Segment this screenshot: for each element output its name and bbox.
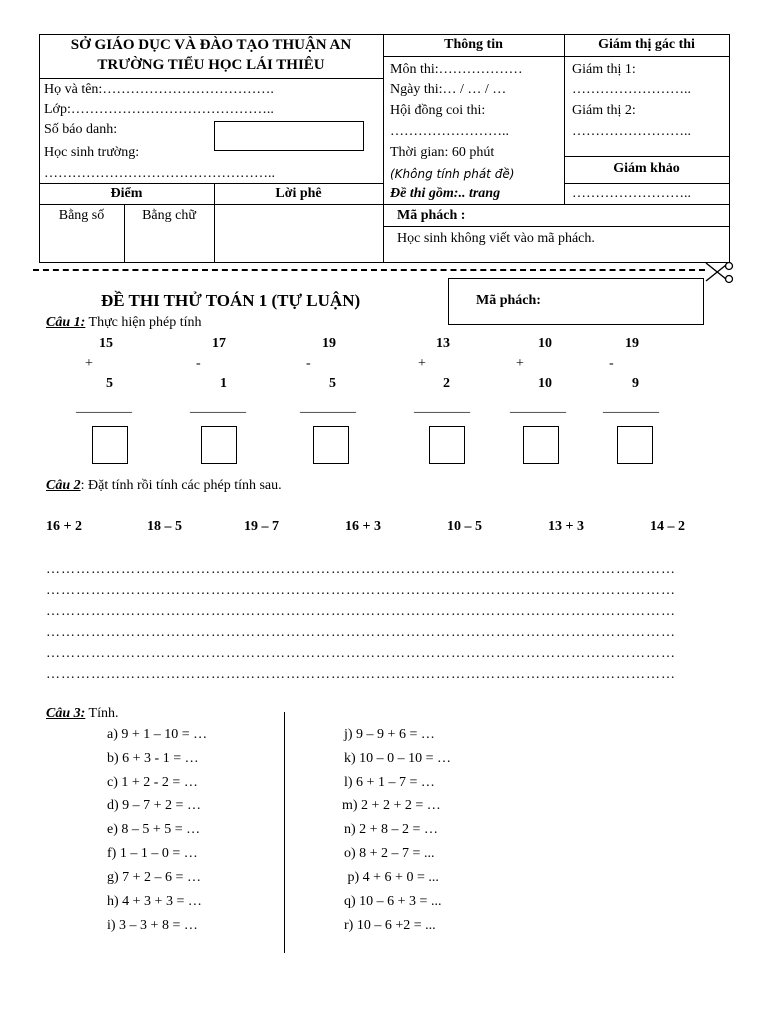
q3-expression: o) 8 + 2 – 7 = ... bbox=[344, 846, 435, 861]
scissors-icon bbox=[704, 259, 734, 287]
dotted-answer-line[interactable]: ……………………………………………………………………………………………………………… bbox=[46, 669, 676, 681]
class-field: Lớp:…………………………………….. bbox=[44, 102, 274, 117]
answer-box[interactable] bbox=[201, 426, 237, 464]
dotted-answer-line[interactable]: ……………………………………………………………………………………………………………… bbox=[46, 606, 676, 618]
q2-expression: 14 – 2 bbox=[650, 519, 685, 534]
q3-expression: p) 4 + 6 + 0 = ... bbox=[344, 870, 439, 885]
exam-title: ĐỀ THI THỬ TOÁN 1 (TỰ LUẬN) bbox=[101, 291, 361, 310]
problem-top-number: 19 bbox=[625, 336, 639, 351]
comment-title: Lời phê bbox=[275, 186, 322, 201]
score-in-words-label: Bằng chữ bbox=[142, 208, 196, 223]
q3-expression: d) 9 – 7 + 2 = … bbox=[107, 798, 201, 813]
dotted-answer-line[interactable]: ……………………………………………………………………………………………………………… bbox=[46, 564, 676, 576]
q3-expression: m) 2 + 2 + 2 = … bbox=[342, 798, 441, 813]
answer-box[interactable] bbox=[313, 426, 349, 464]
question-3-label: Câu 3: bbox=[46, 706, 86, 721]
answer-box[interactable] bbox=[523, 426, 559, 464]
exam-date-field: Ngày thi:… / … / … bbox=[390, 82, 507, 97]
proctor-2-dots: …………………….. bbox=[572, 124, 691, 139]
dotted-answer-line[interactable]: ……………………………………………………………………………………………………………… bbox=[46, 627, 676, 639]
problem-underline: ________ bbox=[190, 400, 246, 415]
student-school-dots: ………………………………………….. bbox=[44, 166, 275, 181]
q2-expression: 19 – 7 bbox=[244, 519, 279, 534]
problem-underline: ________ bbox=[300, 400, 356, 415]
q3-expression: f) 1 – 1 – 0 = … bbox=[107, 846, 198, 861]
score-in-numbers-label: Bằng số bbox=[58, 208, 105, 223]
q3-expression: n) 2 + 8 – 2 = … bbox=[344, 822, 438, 837]
department-name: SỞ GIÁO DỤC VÀ ĐÀO TẠO THUẬN AN bbox=[70, 37, 352, 53]
q2-expression: 16 + 2 bbox=[46, 519, 82, 534]
q2-expression: 16 + 3 bbox=[345, 519, 381, 534]
q3-expression: i) 3 – 3 + 8 = … bbox=[107, 918, 198, 933]
secret-code-label: Mã phách : bbox=[397, 208, 466, 223]
question-2-label: Câu 2 bbox=[46, 478, 81, 493]
q3-expression: l) 6 + 1 – 7 = … bbox=[344, 775, 435, 790]
score-title: Điểm bbox=[110, 186, 143, 201]
q3-expression: e) 8 – 5 + 5 = … bbox=[107, 822, 201, 837]
candidate-number-label: Số báo danh: bbox=[44, 122, 118, 137]
problem-underline: ________ bbox=[603, 400, 659, 415]
q3-expression: q) 10 – 6 + 3 = ... bbox=[344, 894, 442, 909]
problem-top-number: 10 bbox=[538, 336, 552, 351]
subject-field: Môn thi:……………… bbox=[390, 62, 523, 77]
code-box bbox=[448, 278, 704, 325]
info-title: Thông tin bbox=[444, 37, 503, 52]
dotted-answer-line[interactable]: ……………………………………………………………………………………………………………… bbox=[46, 585, 676, 597]
student-school-label: Học sinh trường: bbox=[44, 145, 140, 160]
column-divider bbox=[284, 712, 285, 953]
question-1-label: Câu 1: bbox=[46, 315, 86, 330]
answer-box[interactable] bbox=[92, 426, 128, 464]
problem-bottom-number: 9 bbox=[632, 376, 639, 391]
problem-bottom-number: 10 bbox=[538, 376, 552, 391]
q2-expression: 13 + 3 bbox=[548, 519, 584, 534]
problem-top-number: 17 bbox=[212, 336, 226, 351]
proctor-1-label: Giám thị 1: bbox=[572, 62, 636, 77]
problem-underline: ________ bbox=[510, 400, 566, 415]
question-1-heading bbox=[46, 315, 202, 331]
question-3-text: Tính. bbox=[85, 706, 119, 721]
examiner-title: Giám khảo bbox=[613, 161, 680, 176]
exam-council-dots: …………………….. bbox=[390, 124, 509, 139]
q3-expression: b) 6 + 3 - 1 = … bbox=[107, 751, 199, 766]
exam-duration-note: (Không tính phát đề) bbox=[390, 167, 515, 181]
question-2-heading bbox=[46, 478, 282, 494]
q2-expression: 10 – 5 bbox=[447, 519, 482, 534]
problem-bottom-number: 2 bbox=[443, 376, 450, 391]
exam-duration: Thời gian: 60 phút bbox=[390, 145, 495, 160]
student-name-field: Họ và tên:………………………………. bbox=[44, 82, 274, 97]
problem-underline: ________ bbox=[76, 400, 132, 415]
problem-operator: + bbox=[516, 356, 524, 371]
problem-underline: ________ bbox=[414, 400, 470, 415]
question-2-text: : Đặt tính rồi tính các phép tính sau. bbox=[80, 478, 282, 493]
school-name: TRƯỜNG TIỂU HỌC LÁI THIÊU bbox=[97, 57, 325, 73]
secret-code-note: Học sinh không viết vào mã phách. bbox=[397, 231, 595, 246]
proctor-1-dots: …………………….. bbox=[572, 82, 691, 97]
problem-top-number: 13 bbox=[436, 336, 450, 351]
answer-box[interactable] bbox=[617, 426, 653, 464]
problem-operator: - bbox=[306, 356, 311, 371]
problem-operator: + bbox=[418, 356, 426, 371]
q3-expression: c) 1 + 2 - 2 = … bbox=[107, 775, 198, 790]
q3-expression: r) 10 – 6 +2 = ... bbox=[344, 918, 436, 933]
q3-expression: g) 7 + 2 – 6 = … bbox=[107, 870, 201, 885]
problem-operator: - bbox=[196, 356, 201, 371]
question-1-text: Thực hiện phép tính bbox=[85, 315, 202, 330]
answer-box[interactable] bbox=[429, 426, 465, 464]
examiner-dots: …………………….. bbox=[572, 186, 691, 201]
candidate-number-box bbox=[214, 121, 364, 151]
problem-bottom-number: 5 bbox=[106, 376, 113, 391]
q2-expression: 18 – 5 bbox=[147, 519, 182, 534]
q3-expression: j) 9 – 9 + 6 = … bbox=[344, 727, 435, 742]
problem-bottom-number: 5 bbox=[329, 376, 336, 391]
q3-expression: k) 10 – 0 – 10 = … bbox=[344, 751, 452, 766]
problem-top-number: 19 bbox=[322, 336, 336, 351]
q3-expression: h) 4 + 3 + 3 = … bbox=[107, 894, 202, 909]
problem-bottom-number: 1 bbox=[220, 376, 227, 391]
problem-operator: - bbox=[609, 356, 614, 371]
q3-expression: a) 9 + 1 – 10 = … bbox=[107, 727, 208, 742]
question-3-heading bbox=[46, 706, 119, 722]
code-box-label: Mã phách: bbox=[476, 293, 541, 308]
problem-operator: + bbox=[85, 356, 93, 371]
cut-line bbox=[33, 269, 705, 271]
page-count: Đề thi gồm:.. trang bbox=[390, 186, 501, 201]
problem-top-number: 15 bbox=[99, 336, 113, 351]
exam-council-label: Hội đồng coi thi: bbox=[390, 103, 486, 118]
dotted-answer-line[interactable]: ……………………………………………………………………………………………………………… bbox=[46, 648, 676, 660]
proctor-title: Giám thị gác thi bbox=[598, 37, 695, 52]
proctor-2-label: Giám thị 2: bbox=[572, 103, 636, 118]
